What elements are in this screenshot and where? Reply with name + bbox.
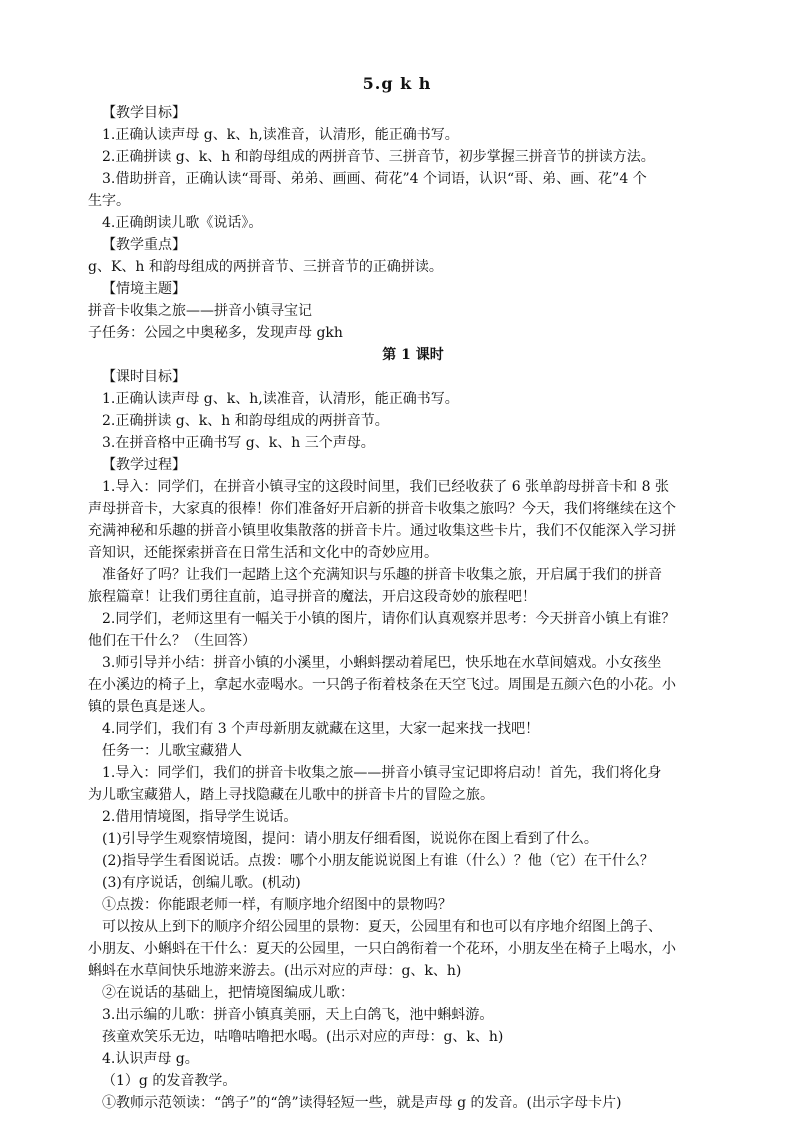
text-line: (3)有序说话，创编儿歌。(机动) [102,875,301,891]
text-line: ①教师示范领读：“鸽子”的“鸽”读得轻短一些，就是声母 g 的发音。(出示字母卡片) [102,1095,622,1111]
text-line: 他们在干什么？（生回答） [88,633,256,649]
lesson-subtitle: 第 1 课时 [382,347,444,363]
section-heading: 【教学目标】 [102,105,186,121]
document-body [88,102,738,1114]
text-line: 3.师引导并小结：拼音小镇的小溪里，小蝌蚪摆动着尾巴，快乐地在水草间嬉戏。小女孩坐 [102,655,662,671]
text-line: 镇的景色真是迷人。 [88,699,214,715]
text-line: ②在说话的基础上，把情境图编成儿歌： [102,985,354,1001]
text-line: 2.正确拼读 g、k、h 和韵母组成的两拼音节。 [102,413,389,429]
text-line: 充满神秘和乐趣的拼音小镇里收集散落的拼音卡片。通过收集这些卡片，我们不仅能深入学习拼 [88,523,676,539]
text-line: (2)指导学生看图说话。点拨：哪个小朋友能说说图上有谁（什么）？他（它）在干什么？ [102,853,654,869]
text-line: 可以按从上到下的顺序介绍公园里的景物：夏天，公园里有和也可以有序地介绍图上鸽子、 [102,919,662,935]
text-line: 4.认识声母 g。 [102,1051,199,1067]
text-line: 拼音卡收集之旅——拼音小镇寻宝记 [88,303,312,319]
text-line: (1)引导学生观察情境图，提问：请小朋友仔细看图，说说你在图上看到了什么。 [102,831,598,847]
text-line: 孩童欢笑乐无边，咕噜咕噜把水喝。(出示对应的声母：g、k、h) [102,1029,504,1045]
text-line: 子任务：公园之中奥秘多，发现声母 gkh [88,325,343,341]
text-line: 1.导入：同学们，在拼音小镇寻宝的这段时间里，我们已经收获了 6 张单韵母拼音卡和 8 张 [102,479,669,495]
text-line: （1）g 的发音教学。 [102,1073,237,1089]
text-line: 4.正确朗读儿歌《说话》。 [102,215,263,231]
text-line: 旅程篇章！让我们勇往直前，追寻拼音的魔法，开启这段奇妙的旅程吧！ [88,589,536,605]
text-line: 2.借用情境图，指导学生说话。 [102,809,298,825]
text-line: 2.正确拼读 g、k、h 和韵母组成的两拼音节、三拼音节，初步掌握三拼音节的拼读方法。 [102,149,655,165]
section-heading: 【教学过程】 [102,457,186,473]
text-line: 生字。 [88,193,130,209]
text-line: 音知识，还能探索拼音在日常生活和文化中的奇妙应用。 [88,545,438,561]
text-line: 准备好了吗？让我们一起踏上这个充满知识与乐趣的拼音卡收集之旅，开启属于我们的拼音 [102,567,662,583]
text-line: 3.出示编的儿歌：拼音小镇真美丽，天上白鸽飞，池中蝌蚪游。 [102,1007,494,1023]
section-heading: 【教学重点】 [102,237,186,253]
text-line: 4.同学们，我们有 3 个声母新朋友就藏在这里，大家一起来找一找吧！ [102,721,540,737]
text-line: ①点拨：你能跟老师一样，有顺序地介绍图中的景物吗？ [102,897,452,913]
text-line: 2.同学们，老师这里有一幅关于小镇的图片，请你们认真观察并思考：今天拼音小镇上有谁？ [102,611,676,627]
text-line: 小朋友、小蝌蚪在干什么：夏天的公园里，一只白鸽衔着一个花环，小朋友坐在椅子上喝水，小 [88,941,676,957]
text-line: 为儿歌宝藏猎人，踏上寻找隐藏在儿歌中的拼音卡片的冒险之旅。 [88,787,494,803]
section-heading: 【情境主题】 [102,281,186,297]
text-line: 3.在拼音格中正确书写 g、k、h 三个声母。 [102,435,375,451]
text-line: 3.借助拼音，正确认读“哥哥、弟弟、画画、荷花”4 个词语，认识“哥、弟、画、花”4 个 [102,171,647,187]
text-line: 1.导入：同学们，我们的拼音卡收集之旅——拼音小镇寻宝记即将启动！首先，我们将化身 [102,765,662,781]
page-title: 5.g k h [362,74,432,93]
section-heading: 【课时目标】 [102,369,186,385]
text-line: g、K、h 和韵母组成的两拼音节、三拼音节的正确拼读。 [88,259,443,275]
text-line: 在小溪边的椅子上，拿起水壶喝水。一只鸽子衔着枝条在天空飞过。周围是五颜六色的小花。小 [88,677,676,693]
text-line: 声母拼音卡，大家真的很棒！你们准备好开启新的拼音卡收集之旅吗？今天，我们将继续在这个 [88,501,676,517]
text-line: 1.正确认读声母 g、k、h,读准音，认清形，能正确书写。 [102,391,459,407]
text-line: 蝌蚪在水草间快乐地游来游去。(出示对应的声母：g、k、h) [88,963,462,979]
task-heading: 任务一：儿歌宝藏猎人 [102,743,242,759]
text-line: 1.正确认读声母 g、k、h,读准音，认清形，能正确书写。 [102,127,459,143]
